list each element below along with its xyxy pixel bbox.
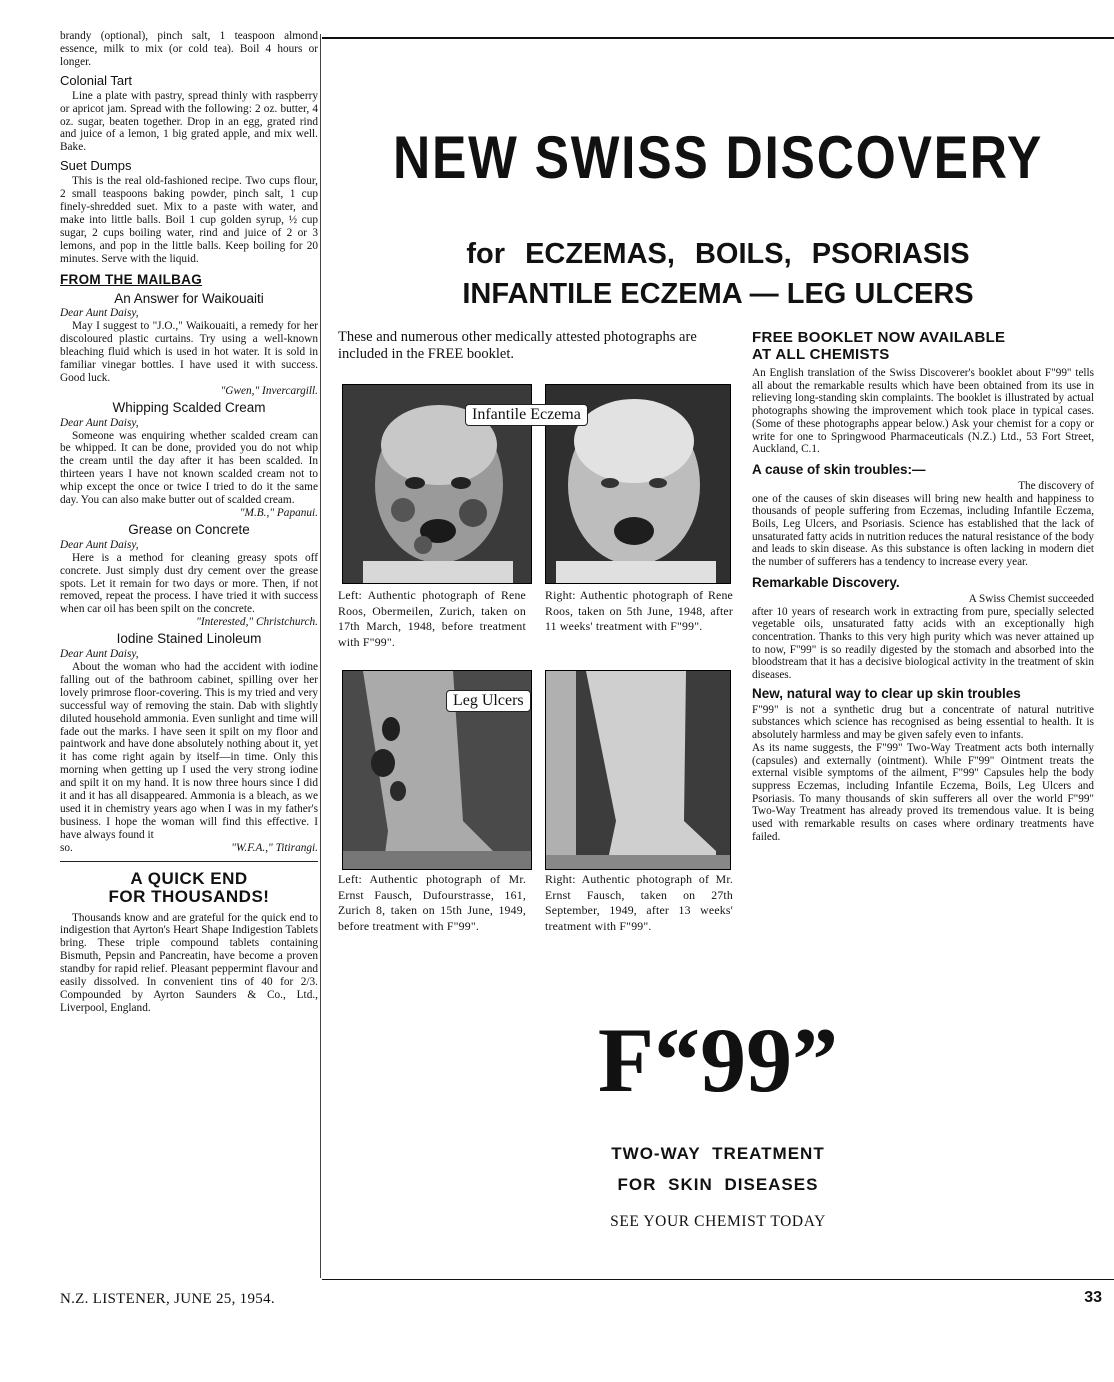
column-divider — [320, 34, 321, 1278]
letter-salutation: Dear Aunt Daisy, — [60, 416, 139, 429]
left-column — [60, 30, 318, 1015]
booklet-heading-line-1: FREE BOOKLET NOW AVAILABLE — [752, 329, 1006, 346]
quick-end-title-line-2: FOR THOUSANDS! — [108, 886, 270, 906]
cause-heading: A cause of skin troubles:— — [752, 461, 926, 477]
brand-logo: F“99” — [597, 1009, 839, 1111]
recipe-body-suet-dumps: This is the real old-fashioned recipe. Two cups flour, 2 small teaspoons baking powder, pinch salt, 1 cup finely-shredded suet. Mix to a paste with water, and make into little balls. Boil 1 cup golden syrup, ½ cup sugar, 2 cups boiling water, rind and juice of 2 or 3 lemons, and pop in the little balls. Keep boiling for 20 minutes. Serve with the liquid. — [60, 175, 318, 265]
letter-signature-iodine: "W.F.A.," Titirangi. — [231, 841, 318, 854]
letter-body-waikouaiti: May I suggest to "J.O.," Waikouaiti, a remedy for her discoloured plastic curtains. Try using a well-known bleaching fluid which is used in hot water. It is sold in familiar vinegar bottles. I have used it with success. Good luck. — [60, 320, 318, 384]
cause-body: one of the causes of skin diseases will bring new health and happiness to thousands of people suffering from Eczemas, including Infantile Eczema, Boils, Leg Ulcers, and Psoriasis. Science has established that the lack of unsaturated fatty acids in nutrition reduces the natural resistance of the body and leads to skin disease. As this substance is often lacking in modern diet the number of sufferers has a tendency to increase every year. — [752, 492, 1094, 569]
caption-ulcer-before: Left: Authentic photograph of Mr. Ernst Fausch, Dufourstrasse, 161, Zurich 8, taken on 15th June, 1949, before treatment with F"99". — [338, 872, 526, 933]
letter-title-scalded-cream: Whipping Scalded Cream — [112, 399, 266, 415]
ad-intro: These and numerous other medically attested photographs are included in the FREE booklet. — [338, 329, 697, 362]
quick-end-body: Thousands know and are grateful for the quick end to indigestion that Ayrton's Heart Shape Indigestion Tablets bring. These triple compound tablets containing Bismuth, Pepsin and Pancreatin, have become a proven standby for rapid relief. Pleasant peppermint flavour and easily dissolved. In convenient tins of 40 for 2/3. Compounded by Ayrton Saunders & Co., Ltd., Liverpool, England. — [60, 911, 318, 1014]
photo-ulcer-after — [545, 670, 731, 870]
photo-label-infantile-eczema: Infantile Eczema — [465, 404, 588, 426]
call-to-action: SEE YOUR CHEMIST TODAY — [610, 1213, 826, 1230]
letter-signature-grease: "Interested," Christchurch. — [196, 616, 318, 629]
caption-ulcer-after: Right: Authentic photograph of Mr. Ernst Fausch, taken on 27th September, 1949, after 13 weeks' treatment with F"99". — [545, 872, 733, 933]
ad-right-column — [752, 329, 1094, 844]
caption-eczema-before: Left: Authentic photograph of Rene Roos, Obermeilen, Zurich, taken on 17th March, 1948, before treatment with F"99". — [338, 588, 526, 649]
natural-heading: New, natural way to clear up skin troubles — [752, 685, 1021, 701]
letter-salutation: Dear Aunt Daisy, — [60, 648, 139, 661]
booklet-heading-line-2: AT ALL CHEMISTS — [752, 346, 890, 363]
tagline-2: FOR SKIN DISEASES — [617, 1175, 819, 1194]
cause-lead: The discovery of — [1018, 479, 1094, 492]
page-number: 33 — [1084, 1289, 1102, 1306]
natural-body-2: As its name suggests, the F"99" Two-Way Treatment acts both internally (capsules) and externally (ointment). While F"99" Ointment treats the external visible symptoms of the ailment, F"99" Capsules help the body suppress Eczemas, including Infantile Eczema, Boils, Leg Ulcers and Psoriasis. To many thousands of skin sufferers all over the world F"99" Two-Way Treatment has already proved its tremendous value. It is being used with remarkable results on cases where ordinary treatments have failed. — [752, 741, 1094, 843]
remarkable-lead: A Swiss Chemist succeeded — [968, 592, 1094, 605]
letter-signoff-iodine — [60, 842, 318, 855]
letter-body-grease: Here is a method for cleaning greasy spots off concrete. Just simply dust dry cement over the grease spots. Let it remain for two days or more. Then, if not removed, repeat the process. I have tried it with success when car oil has been spilt on the concrete. — [60, 551, 318, 616]
letter-title-grease: Grease on Concrete — [128, 521, 250, 537]
booklet-body: An English translation of the Swiss Discoverer's booklet about F"99" tells all about the remarkable results which have been obtained from its use in relieving long-standing skin complaints. The booklet is illustrated by actual photographs showing the improvement which took place in typical cases. (Some of these photographs appear below.) Ask your chemist for a copy or write for one to Springwood Pharmaceuticals (N.Z.) Ltd., 53 Fort Street, Auckland, C.1. — [752, 367, 1094, 456]
quick-end-title-line-1: A QUICK END — [130, 868, 248, 888]
remarkable-heading: Remarkable Discovery. — [752, 574, 900, 590]
letter-sign-prefix: so. — [60, 841, 73, 854]
ad-subhead-2: INFANTILE ECZEMA — LEG ULCERS — [462, 278, 974, 310]
letter-signature-scalded-cream: "M.B.," Papanui. — [239, 507, 318, 519]
quick-end-title — [60, 870, 318, 906]
recipe-title-colonial-tart: Colonial Tart — [60, 72, 133, 88]
letter-body-iodine: About the woman who had the accident with iodine falling out of the bathroom cabinet, spilling over her lovely primrose floor-covering. This is my tried and very successful way of removing the stain. Dab with slightly diluted household ammonia. Even sunlight and time will fade out the marks. I have seen it spilt on my floor and paintwork and have done absolutely nothing about it, yet it has come right again by itself—in time. Only this morning when getting up I used the very strong iodine and spilt it on my hand. It is now three hours since I did it and it has all disappeared. Ammonia is a bleach, as we used it in chemistry years ago when I was in my father's business. I hope the woman will find this effective. I have always found it — [60, 660, 318, 841]
natural-body-1: F"99" is not a synthetic drug but a concentrate of natural nutritive substances which science has recognised as being essential to health. It is absolutely harmless and may be given safely even to infants. — [752, 703, 1094, 742]
publication-footer: N.Z. LISTENER, JUNE 25, 1954. — [60, 1291, 275, 1307]
recipe-title-suet-dumps: Suet Dumps — [60, 158, 132, 174]
caption-eczema-after: Right: Authentic photograph of Rene Roos, taken on 5th June, 1948, after 11 weeks' treatment with F"99". — [545, 588, 733, 634]
letter-salutation: Dear Aunt Daisy, — [60, 307, 139, 320]
letter-body-scalded-cream: Someone was enquiring whether scalded cream can be whipped. It can be done, provided you do not whip the cream until the day after it has been scalded. In thirteen years I have not known scalded cream not to whip except the once or twice I tried to do it the same day. You can also make butter out of scalded cream. — [60, 429, 318, 507]
photo-label-leg-ulcers: Leg Ulcers — [446, 690, 531, 712]
tagline-1: TWO-WAY TREATMENT — [611, 1144, 825, 1163]
mailbag-heading: FROM THE MAILBAG — [60, 271, 203, 287]
letter-salutation: Dear Aunt Daisy, — [60, 538, 139, 551]
recipe-body-colonial-tart: Line a plate with pastry, spread thinly with raspberry or apricot jam. Spread with the following: 2 oz. butter, 4 oz. sugar, beaten together. Drop in an egg, grated rind and juice of a lemon, 1 big grated apple, and mix well. Bake. — [60, 89, 318, 154]
letter-title-waikouaiti: An Answer for Waikouaiti — [114, 290, 264, 306]
ad-subhead-1: for ECZEMAS, BOILS, PSORIASIS — [466, 238, 970, 270]
booklet-heading — [752, 329, 1094, 363]
recipe-continuation: brandy (optional), pinch salt, 1 teaspoon almond essence, milk to mix (or cold tea). Boil 4 hours or longer. — [60, 30, 318, 68]
ad-top-rule — [322, 37, 1114, 39]
ad-bottom-rule — [322, 1279, 1114, 1280]
divider — [60, 861, 318, 862]
letter-signature-waikouaiti: "Gwen," Invercargill. — [220, 384, 318, 397]
ad-headline: NEW SWISS DISCOVERY — [392, 124, 1044, 191]
letter-title-iodine: Iodine Stained Linoleum — [116, 631, 262, 647]
remarkable-body: after 10 years of research work in extracting from pure, specially selected vegetable oils, unsaturated fatty acids with an exceptionally high concentration. Thanks to this very high purity which was never attained up to now, F"99" is so readily digested by the stomach and absorbed into the bloodstream that it has a decisive biological activity in the treatment of skin diseases. — [752, 605, 1094, 682]
